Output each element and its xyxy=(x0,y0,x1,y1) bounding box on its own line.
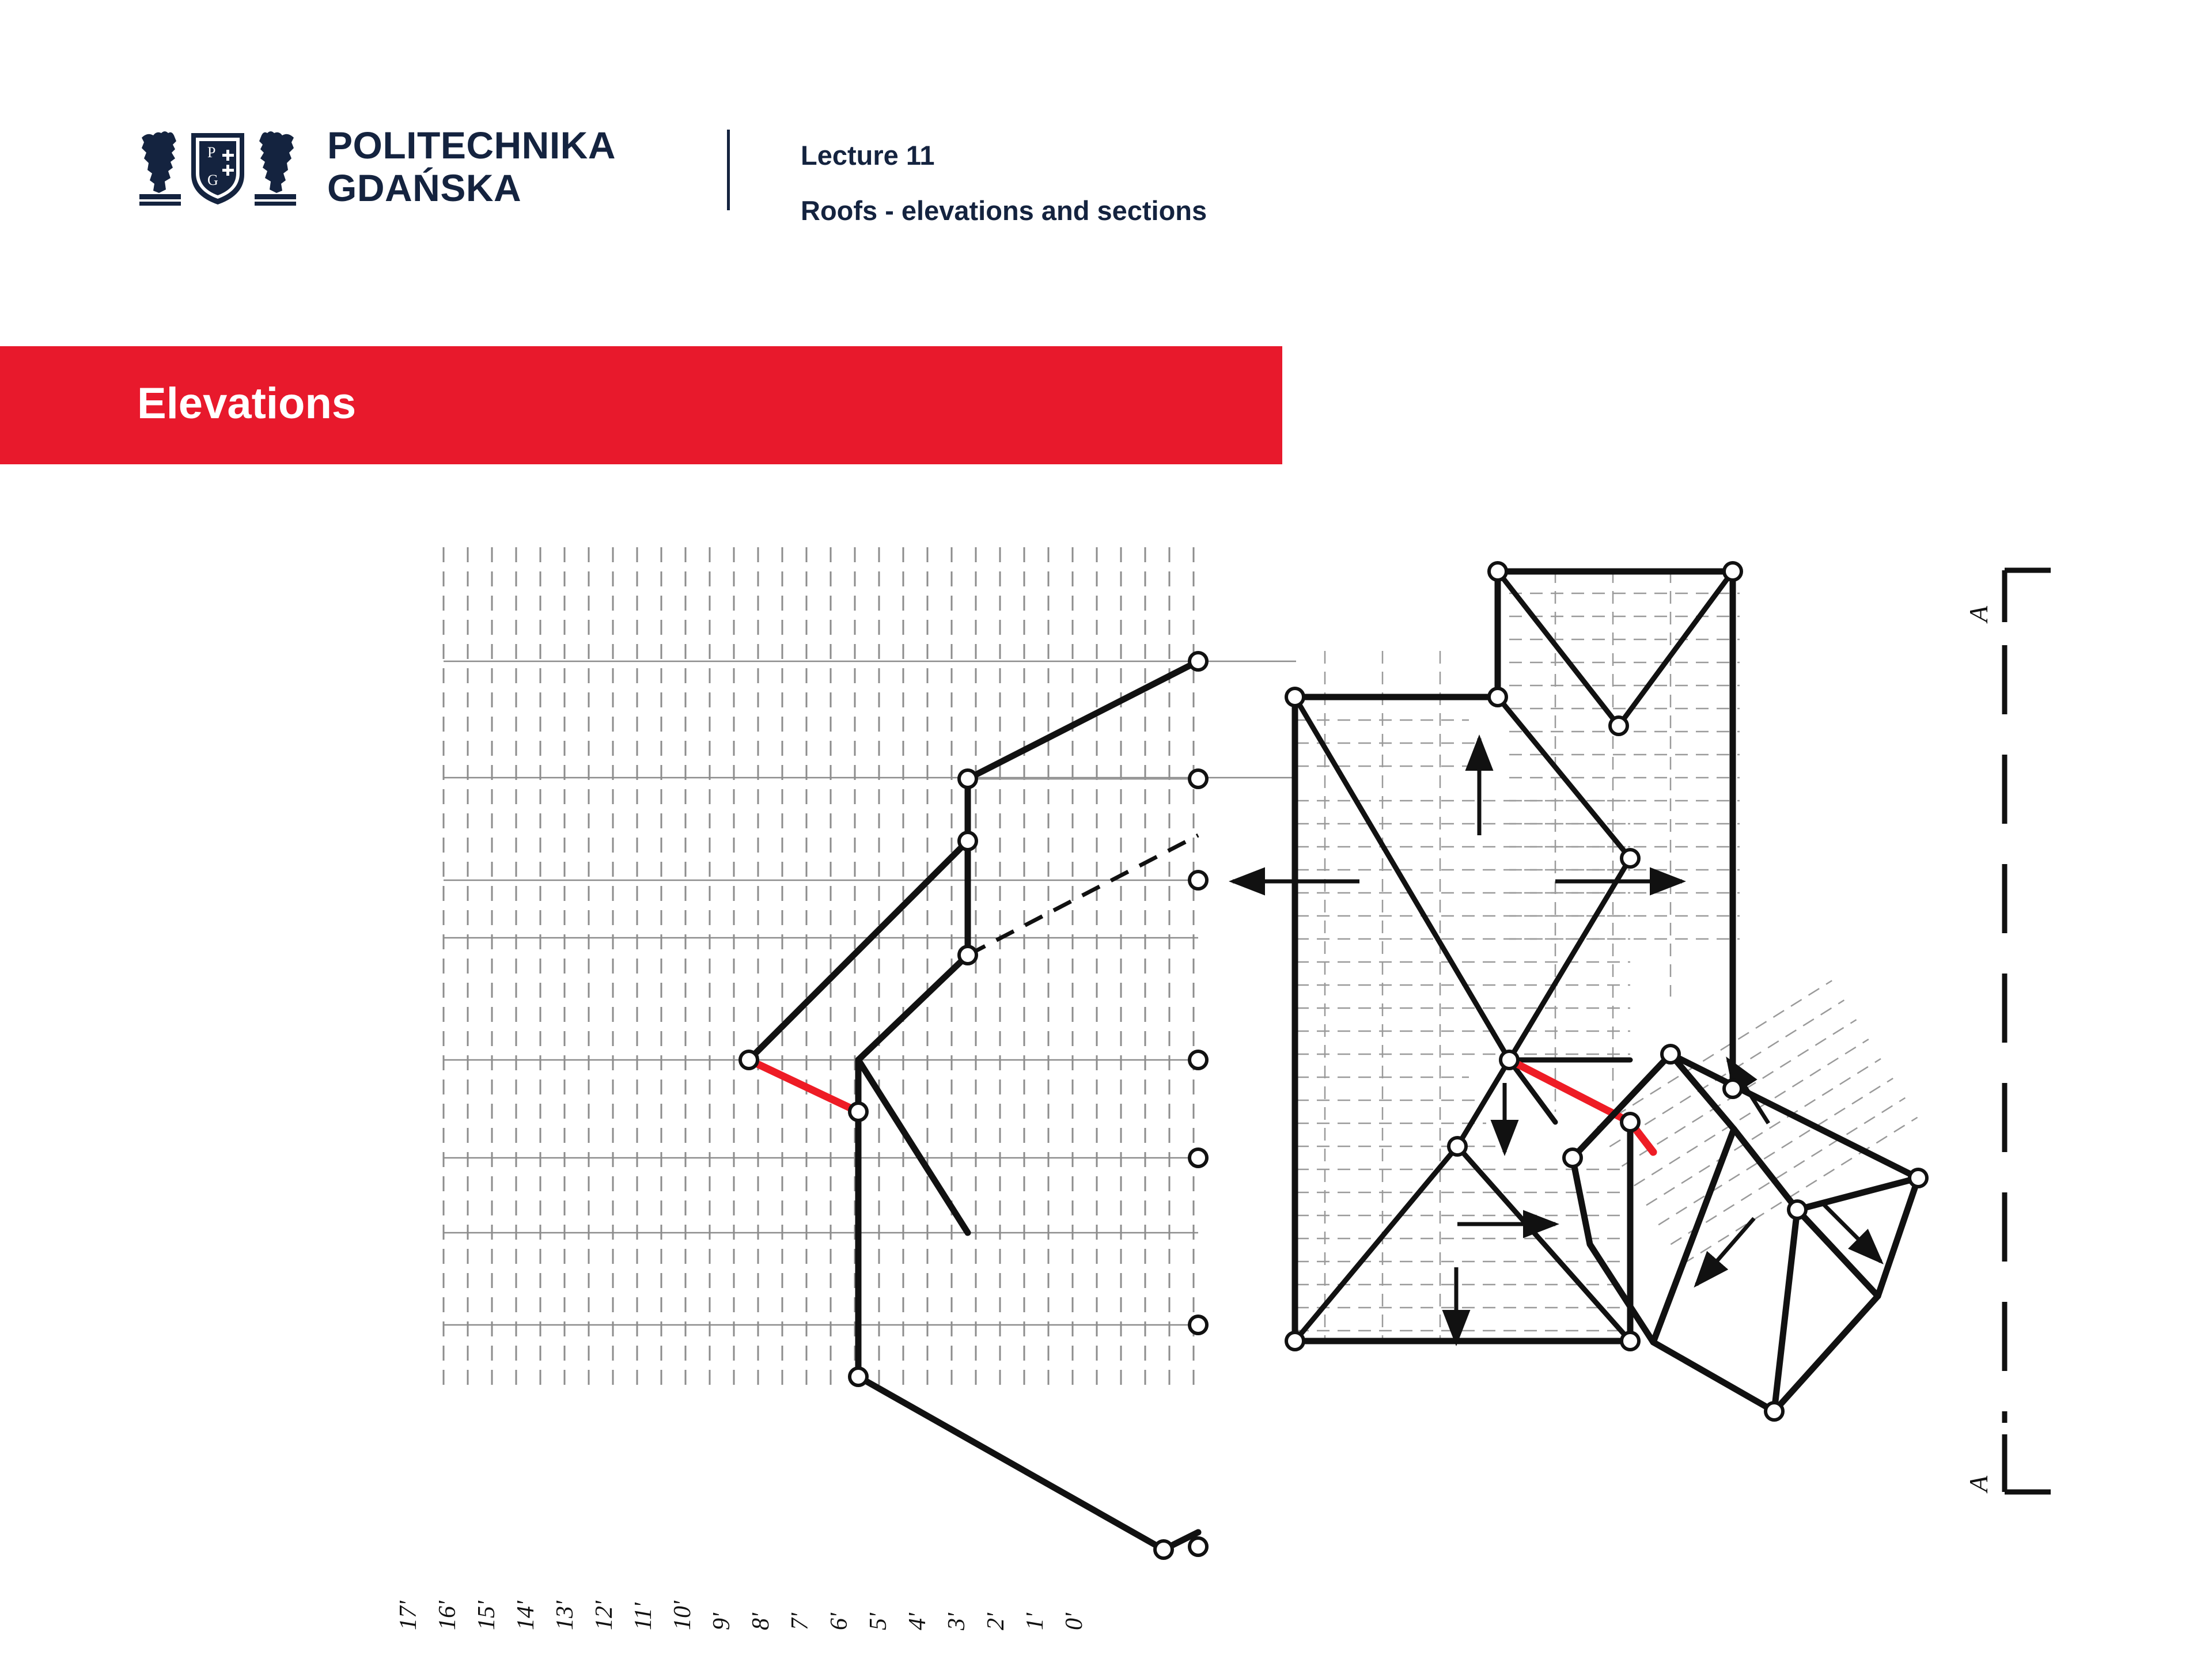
tick-label: 13' xyxy=(552,1601,578,1630)
tick-label: 5' xyxy=(865,1613,892,1630)
tick-label: 7' xyxy=(787,1613,813,1630)
page-header xyxy=(0,0,2212,305)
crest-letter-p: P xyxy=(207,143,216,161)
tick-label: 12' xyxy=(591,1601,618,1630)
roof-hatching xyxy=(1296,593,1918,1331)
slope-arrows xyxy=(1233,738,1881,1342)
tick-label: 17' xyxy=(395,1601,422,1630)
tick-label: 1' xyxy=(1022,1613,1048,1630)
tick-label: 4' xyxy=(904,1613,931,1630)
tick-label: 16' xyxy=(434,1601,461,1630)
transfer-lines xyxy=(444,661,1296,1325)
elevation-outline xyxy=(858,661,1198,1550)
section-letter-bottom: A xyxy=(1964,1475,1993,1492)
crest-letter-g: G xyxy=(207,171,218,188)
highlight-elevation-edge xyxy=(749,1060,858,1112)
university-name xyxy=(327,124,616,209)
roof-drawing xyxy=(0,478,2212,1659)
projection-lines xyxy=(444,547,1194,1388)
pg-crest-icon xyxy=(131,125,304,209)
tick-label: 6' xyxy=(826,1613,853,1630)
tick-label: 2' xyxy=(983,1613,1009,1630)
lecture-heading xyxy=(801,128,1207,238)
tick-label: 15' xyxy=(474,1601,500,1630)
lecture-title: Lecture 11 xyxy=(801,140,935,171)
tick-label: 3' xyxy=(944,1613,970,1630)
tick-label: 9' xyxy=(709,1613,735,1630)
tick-label: 11' xyxy=(630,1603,657,1630)
lecture-subtitle: Roofs - elevations and sections xyxy=(801,195,1207,226)
tick-label: 10' xyxy=(669,1601,696,1630)
section-title: Elevations xyxy=(137,379,357,428)
tick-label: 8' xyxy=(748,1613,774,1630)
university-name-line1: POLITECHNIKA xyxy=(327,124,616,166)
plan-diagonal-wing xyxy=(1573,1054,1918,1411)
section-letter-top: A xyxy=(1964,605,1993,622)
university-name-line2: GDAŃSKA xyxy=(327,166,522,209)
tick-label: 0' xyxy=(1061,1613,1088,1630)
section-line-a-a xyxy=(1964,570,2051,1494)
tick-label: 14' xyxy=(513,1601,539,1630)
projection-tick-labels xyxy=(395,1600,1088,1631)
university-logo xyxy=(131,124,616,209)
header-divider xyxy=(727,130,730,210)
